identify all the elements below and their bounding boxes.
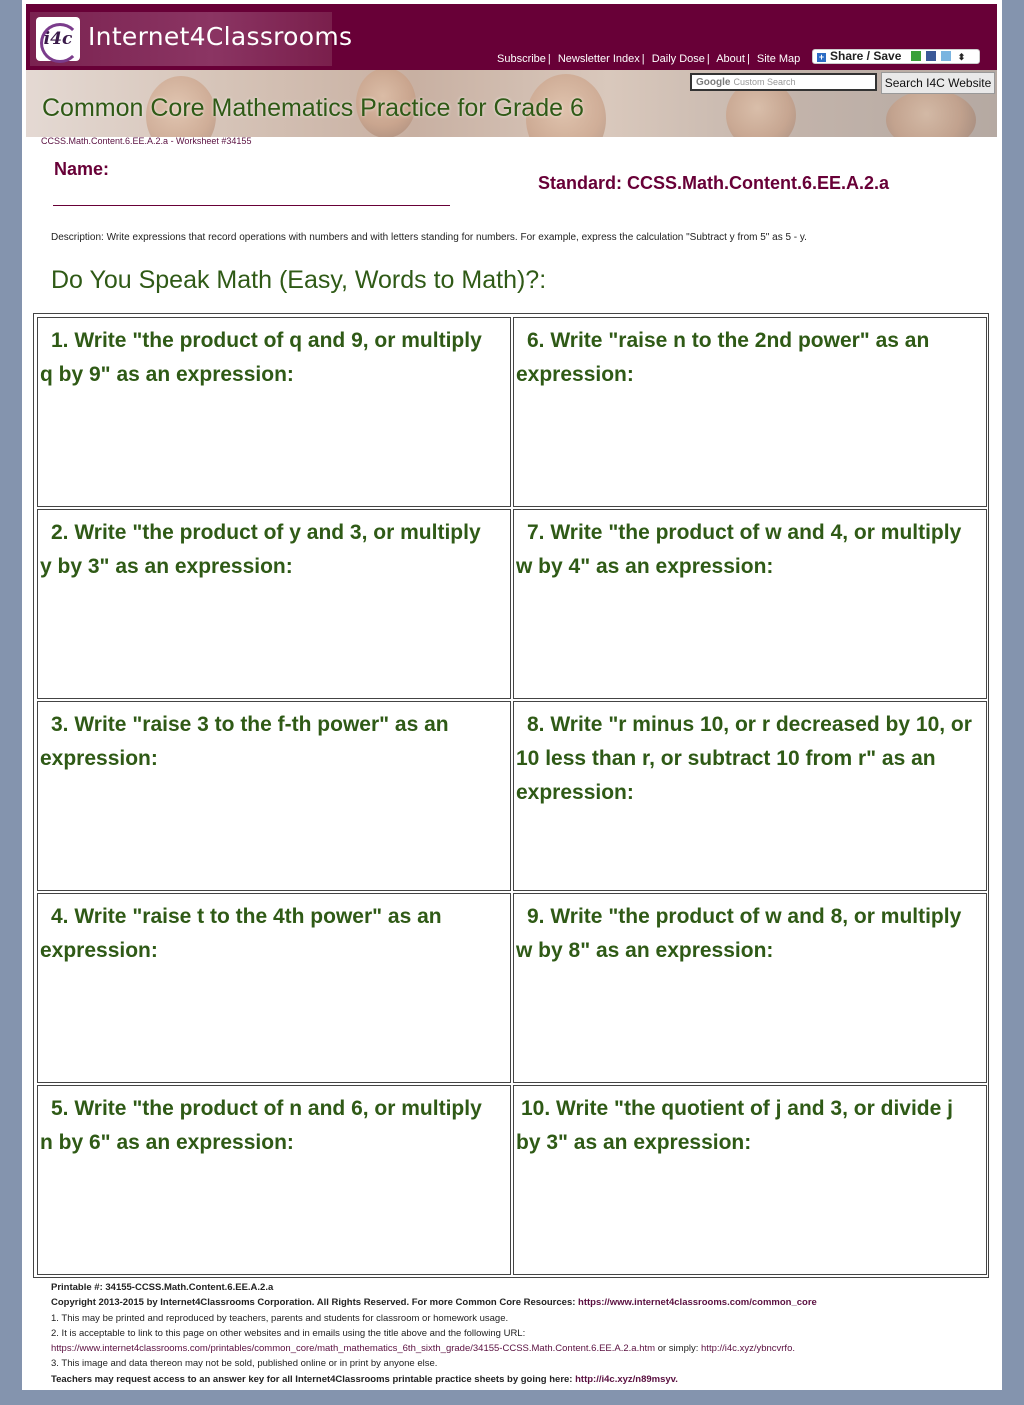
site-logo[interactable] (30, 12, 353, 66)
printable-number: Printable #: 34155-CCSS.Math.Content.6.EE.A.2.a (51, 1282, 274, 1293)
section-title: Do You Speak Math (Easy, Words to Math)?: (51, 266, 547, 294)
search-input[interactable]: Google Custom Search (690, 73, 877, 91)
nav-about[interactable]: About (716, 53, 745, 65)
search-button[interactable]: Search I4C Website (881, 72, 995, 94)
share-save-button[interactable]: + Share / Save ⬍ (812, 49, 980, 64)
question-3: 3. Write "raise 3 to the f-th power" as an expression: (37, 701, 511, 891)
standard-label: Standard: CCSS.Math.Content.6.EE.A.2.a (538, 173, 890, 193)
nav-site-map[interactable]: Site Map (756, 53, 801, 65)
share-green-icon (911, 51, 921, 61)
footer (51, 1280, 991, 1387)
question-6: 6. Write "raise n to the 2nd power" as an expression: (513, 317, 987, 507)
chevron-updown-icon: ⬍ (957, 52, 966, 62)
footer-note-2: 2. It is acceptable to link to this page on other websites and in emails using the title above and the following URL: (51, 1327, 526, 1339)
plus-icon: + (818, 52, 825, 62)
common-core-link[interactable]: https://www.internet4classrooms.com/common_core (578, 1297, 817, 1309)
question-5: 5. Write "the product of n and 6, or multiply n by 6" as an expression: (37, 1085, 511, 1275)
logo-text: Internet4Classrooms (88, 22, 353, 51)
question-1: 1. Write "the product of q and 9, or multiply q by 9" as an expression: (37, 317, 511, 507)
google-logo: Google (696, 77, 731, 88)
question-2: 2. Write "the product of y and 3, or multiply y by 3" as an expression: (37, 509, 511, 699)
footer-note-3: 3. This image and data thereon may not be sold, published online or in print by anyone else. (51, 1358, 438, 1370)
facebook-icon (926, 51, 936, 61)
worksheet-id: CCSS.Math.Content.6.EE.A.2.a - Worksheet #34155 (41, 136, 252, 146)
question-9: 9. Write "the product of w and 8, or multiply w by 8" as an expression: (513, 893, 987, 1083)
footer-note-1: 1. This may be printed and reproduced by teachers, parents and students for classroom or homework usage. (51, 1312, 509, 1324)
question-grid (33, 313, 989, 1278)
question-7: 7. Write "the product of w and 4, or multiply w by 4" as an expression: (513, 509, 987, 699)
answer-key-note: Teachers may request access to an answer key for all Internet4Classrooms printable practice sheets by going here: http://i4c.xyz/n89msyv. (51, 1373, 678, 1385)
logo-badge-icon: i4c (36, 17, 80, 61)
nav-subscribe[interactable]: Subscribe (497, 53, 546, 65)
nav-newsletter-index[interactable]: Newsletter Index (557, 53, 640, 65)
description: Description: Write expressions that record operations with numbers and with letters standing for numbers. For example, express the calculation "Subtract y from 5" as 5 - y. (51, 232, 807, 243)
worksheet-page (22, 0, 1002, 1390)
question-4: 4. Write "raise t to the 4th power" as an expression: (37, 893, 511, 1083)
page-title: Common Core Mathematics Practice for Grade 6 (42, 94, 584, 122)
answer-key-link[interactable]: http://i4c.xyz/n89msyv. (575, 1373, 678, 1385)
nav-daily-dose[interactable]: Daily Dose (651, 53, 705, 65)
name-label: Name: (54, 159, 110, 179)
copyright: Copyright 2013-2015 by Internet4Classrooms Corporation. All Rights Reserved. For more Common Core Resources: https://www.internet4classrooms.com/common_core (51, 1297, 817, 1309)
question-8: 8. Write "r minus 10, or r decreased by 10, or 10 less than r, or subtract 10 from r" as an expression: (513, 701, 987, 891)
long-url-link[interactable]: https://www.internet4classrooms.com/printables/common_core/math_mathematics_6th_sixth_grade/34155-CCSS.Math.Content.6.EE.A.2.a.htm (51, 1343, 656, 1355)
top-nav: Subscribe | Newsletter Index | Daily Dose | About | Site Map (497, 53, 801, 65)
question-10: 10. Write "the quotient of j and 3, or divide j by 3" as an expression: (513, 1085, 987, 1275)
short-url-link[interactable]: http://i4c.xyz/ybncvrfo. (701, 1343, 795, 1355)
name-line (53, 205, 450, 206)
twitter-icon (941, 51, 951, 61)
footer-urls: https://www.internet4classrooms.com/printables/common_core/math_mathematics_6th_sixth_grade/34155-CCSS.Math.Content.6.EE.A.2.a.htm or simply: http://i4c.xyz/ybncvrfo. (51, 1343, 795, 1355)
site-header (26, 4, 997, 70)
